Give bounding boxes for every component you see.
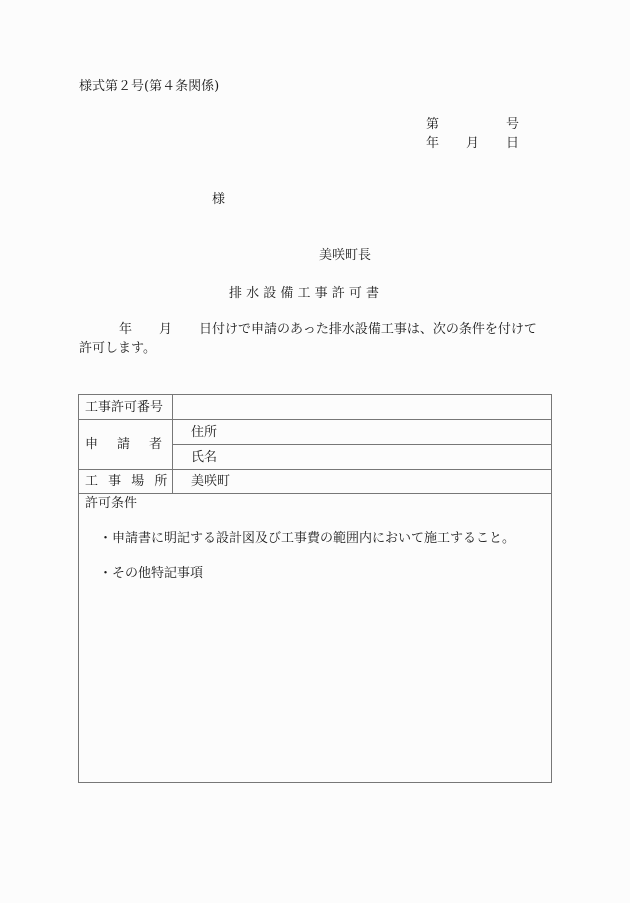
addressee-honorific: 様 [212, 192, 226, 207]
document-title: 排 水 設 備 工 事 許 可 書 [229, 286, 380, 301]
body-line2: 許可します。 [79, 341, 156, 356]
site-value: 美咲町 [191, 474, 231, 489]
body-year: 年 [119, 322, 133, 337]
date-year: 年 [426, 136, 440, 151]
permit-number-label: 工事許可番号 [85, 400, 164, 415]
issuer-name: 美咲町長 [319, 248, 372, 263]
body-line1: 日付けで申請のあった排水設備工事は、次の条件を付けて [199, 322, 537, 337]
condition-item: ・申請書に明記する設計図及び工事費の範囲内において施工すること。 [99, 531, 516, 546]
row-divider [79, 419, 551, 420]
date-day: 日 [506, 136, 520, 151]
row-divider [172, 444, 551, 445]
number-prefix: 第 [426, 117, 440, 132]
form-number: 様式第２号(第４条関係) [79, 79, 220, 94]
date-month: 月 [466, 136, 480, 151]
number-suffix: 号 [506, 117, 520, 132]
col-divider [172, 395, 173, 493]
applicant-label: 申 請 者 [85, 437, 166, 452]
permit-table [78, 394, 552, 783]
address-label: 住所 [191, 425, 218, 440]
condition-item: ・その他特記事項 [99, 566, 204, 581]
body-month: 月 [159, 322, 173, 337]
name-label: 氏名 [191, 450, 218, 465]
row-divider [79, 469, 551, 470]
site-label: 工 事 場 所 [85, 474, 171, 489]
conditions-label: 許可条件 [85, 496, 138, 511]
row-divider [79, 493, 551, 494]
